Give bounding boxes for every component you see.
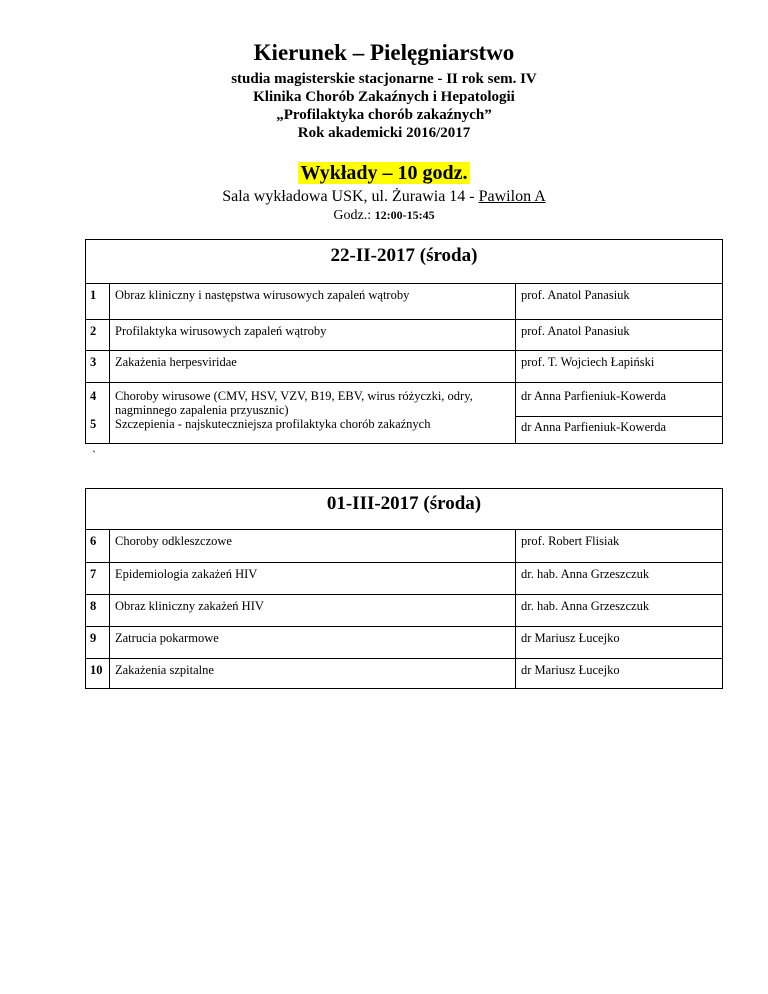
session-date: 01-III-2017 (środa) <box>86 489 722 530</box>
row-topic: Zakażenia szpitalne <box>110 658 516 688</box>
row-lecturer: dr. hab. Anna Grzeszczuk <box>516 594 723 626</box>
venue-line <box>0 188 768 206</box>
lectures-heading <box>0 162 768 185</box>
row-number: 2 <box>86 319 110 350</box>
lectures-highlight: Wykłady – 10 godz. <box>300 162 468 184</box>
row-lecturer: dr Mariusz Łucejko <box>516 658 723 688</box>
row-lecturer: dr Anna Parfieniuk-Kowerda <box>516 382 723 417</box>
session-block-1 <box>85 239 723 444</box>
table-row <box>86 382 722 417</box>
row-lecturer: dr. hab. Anna Grzeszczuk <box>516 562 723 594</box>
session-block-2 <box>85 488 723 689</box>
row-topic: Choroby odkleszczowe <box>110 530 516 562</box>
row-topic: Zatrucia pokarmowe <box>110 626 516 658</box>
session-date: 22-II-2017 (środa) <box>86 240 722 284</box>
row-topic: Choroby wirusowe (CMV, HSV, VZV, B19, EBV, wirus różyczki, odry, nagminnego zapalenia przyusznic) <box>110 382 516 417</box>
row-topic: Obraz kliniczny zakażeń HIV <box>110 594 516 626</box>
row-topic: Epidemiologia zakażeń HIV <box>110 562 516 594</box>
row-number: 9 <box>86 626 110 658</box>
row-number: 8 <box>86 594 110 626</box>
session-table-1 <box>86 284 722 443</box>
table-row <box>86 626 722 658</box>
page-title: Kierunek – Pielęgniarstwo <box>253 40 515 65</box>
table-row <box>86 658 722 688</box>
row-number: 1 <box>86 284 110 319</box>
venue-text: Sala wykładowa USK, ul. Żurawia 14 - <box>222 188 479 205</box>
course-name-line: „Profilaktyka chorób zakaźnych” <box>276 107 492 123</box>
row-number: 3 <box>86 350 110 382</box>
row-lecturer: prof. Anatol Panasiuk <box>521 288 630 302</box>
row-lecturer: dr Mariusz Łucejko <box>516 626 723 658</box>
session-table-2 <box>86 530 722 688</box>
row-topic: Profilaktyka wirusowych zapaleń wątroby <box>110 319 516 350</box>
table-row <box>86 417 722 443</box>
row-number: 7 <box>86 562 110 594</box>
row-topic: Zakażenia herpesviridae <box>110 350 516 382</box>
table-row <box>86 594 722 626</box>
stray-mark: ` <box>92 448 96 462</box>
hours-label: Godz.: <box>333 208 375 223</box>
row-lecturer: prof. T. Wojciech Łapiński <box>516 350 723 382</box>
venue-building: Pawilon A <box>478 188 546 205</box>
table-row <box>86 319 722 350</box>
row-topic: Szczepienia - najskuteczniejsza profilaktyka chorób zakaźnych <box>110 417 516 443</box>
row-number: 6 <box>86 530 110 562</box>
table-row <box>86 562 722 594</box>
hours-line <box>0 208 768 224</box>
table-row <box>86 284 722 319</box>
hours-value: 12:00-15:45 <box>374 208 435 222</box>
row-lecturer: dr Anna Parfieniuk-Kowerda <box>516 417 723 443</box>
table-row <box>86 350 722 382</box>
row-number: 5 <box>86 417 110 443</box>
row-topic: Obraz kliniczny i następstwa wirusowych zapaleń wątroby <box>110 284 516 319</box>
table-row <box>86 530 722 562</box>
row-number: 10 <box>86 658 110 688</box>
clinic-line: Klinika Chorób Zakaźnych i Hepatologii <box>253 89 515 105</box>
row-lecturer: prof. Robert Flisiak <box>521 534 620 548</box>
study-mode-line: studia magisterskie stacjonarne - II rok sem. IV <box>231 71 537 87</box>
row-lecturer: prof. Anatol Panasiuk <box>516 319 723 350</box>
row-number: 4 <box>86 382 110 417</box>
academic-year-line: Rok akademicki 2016/2017 <box>297 125 471 141</box>
